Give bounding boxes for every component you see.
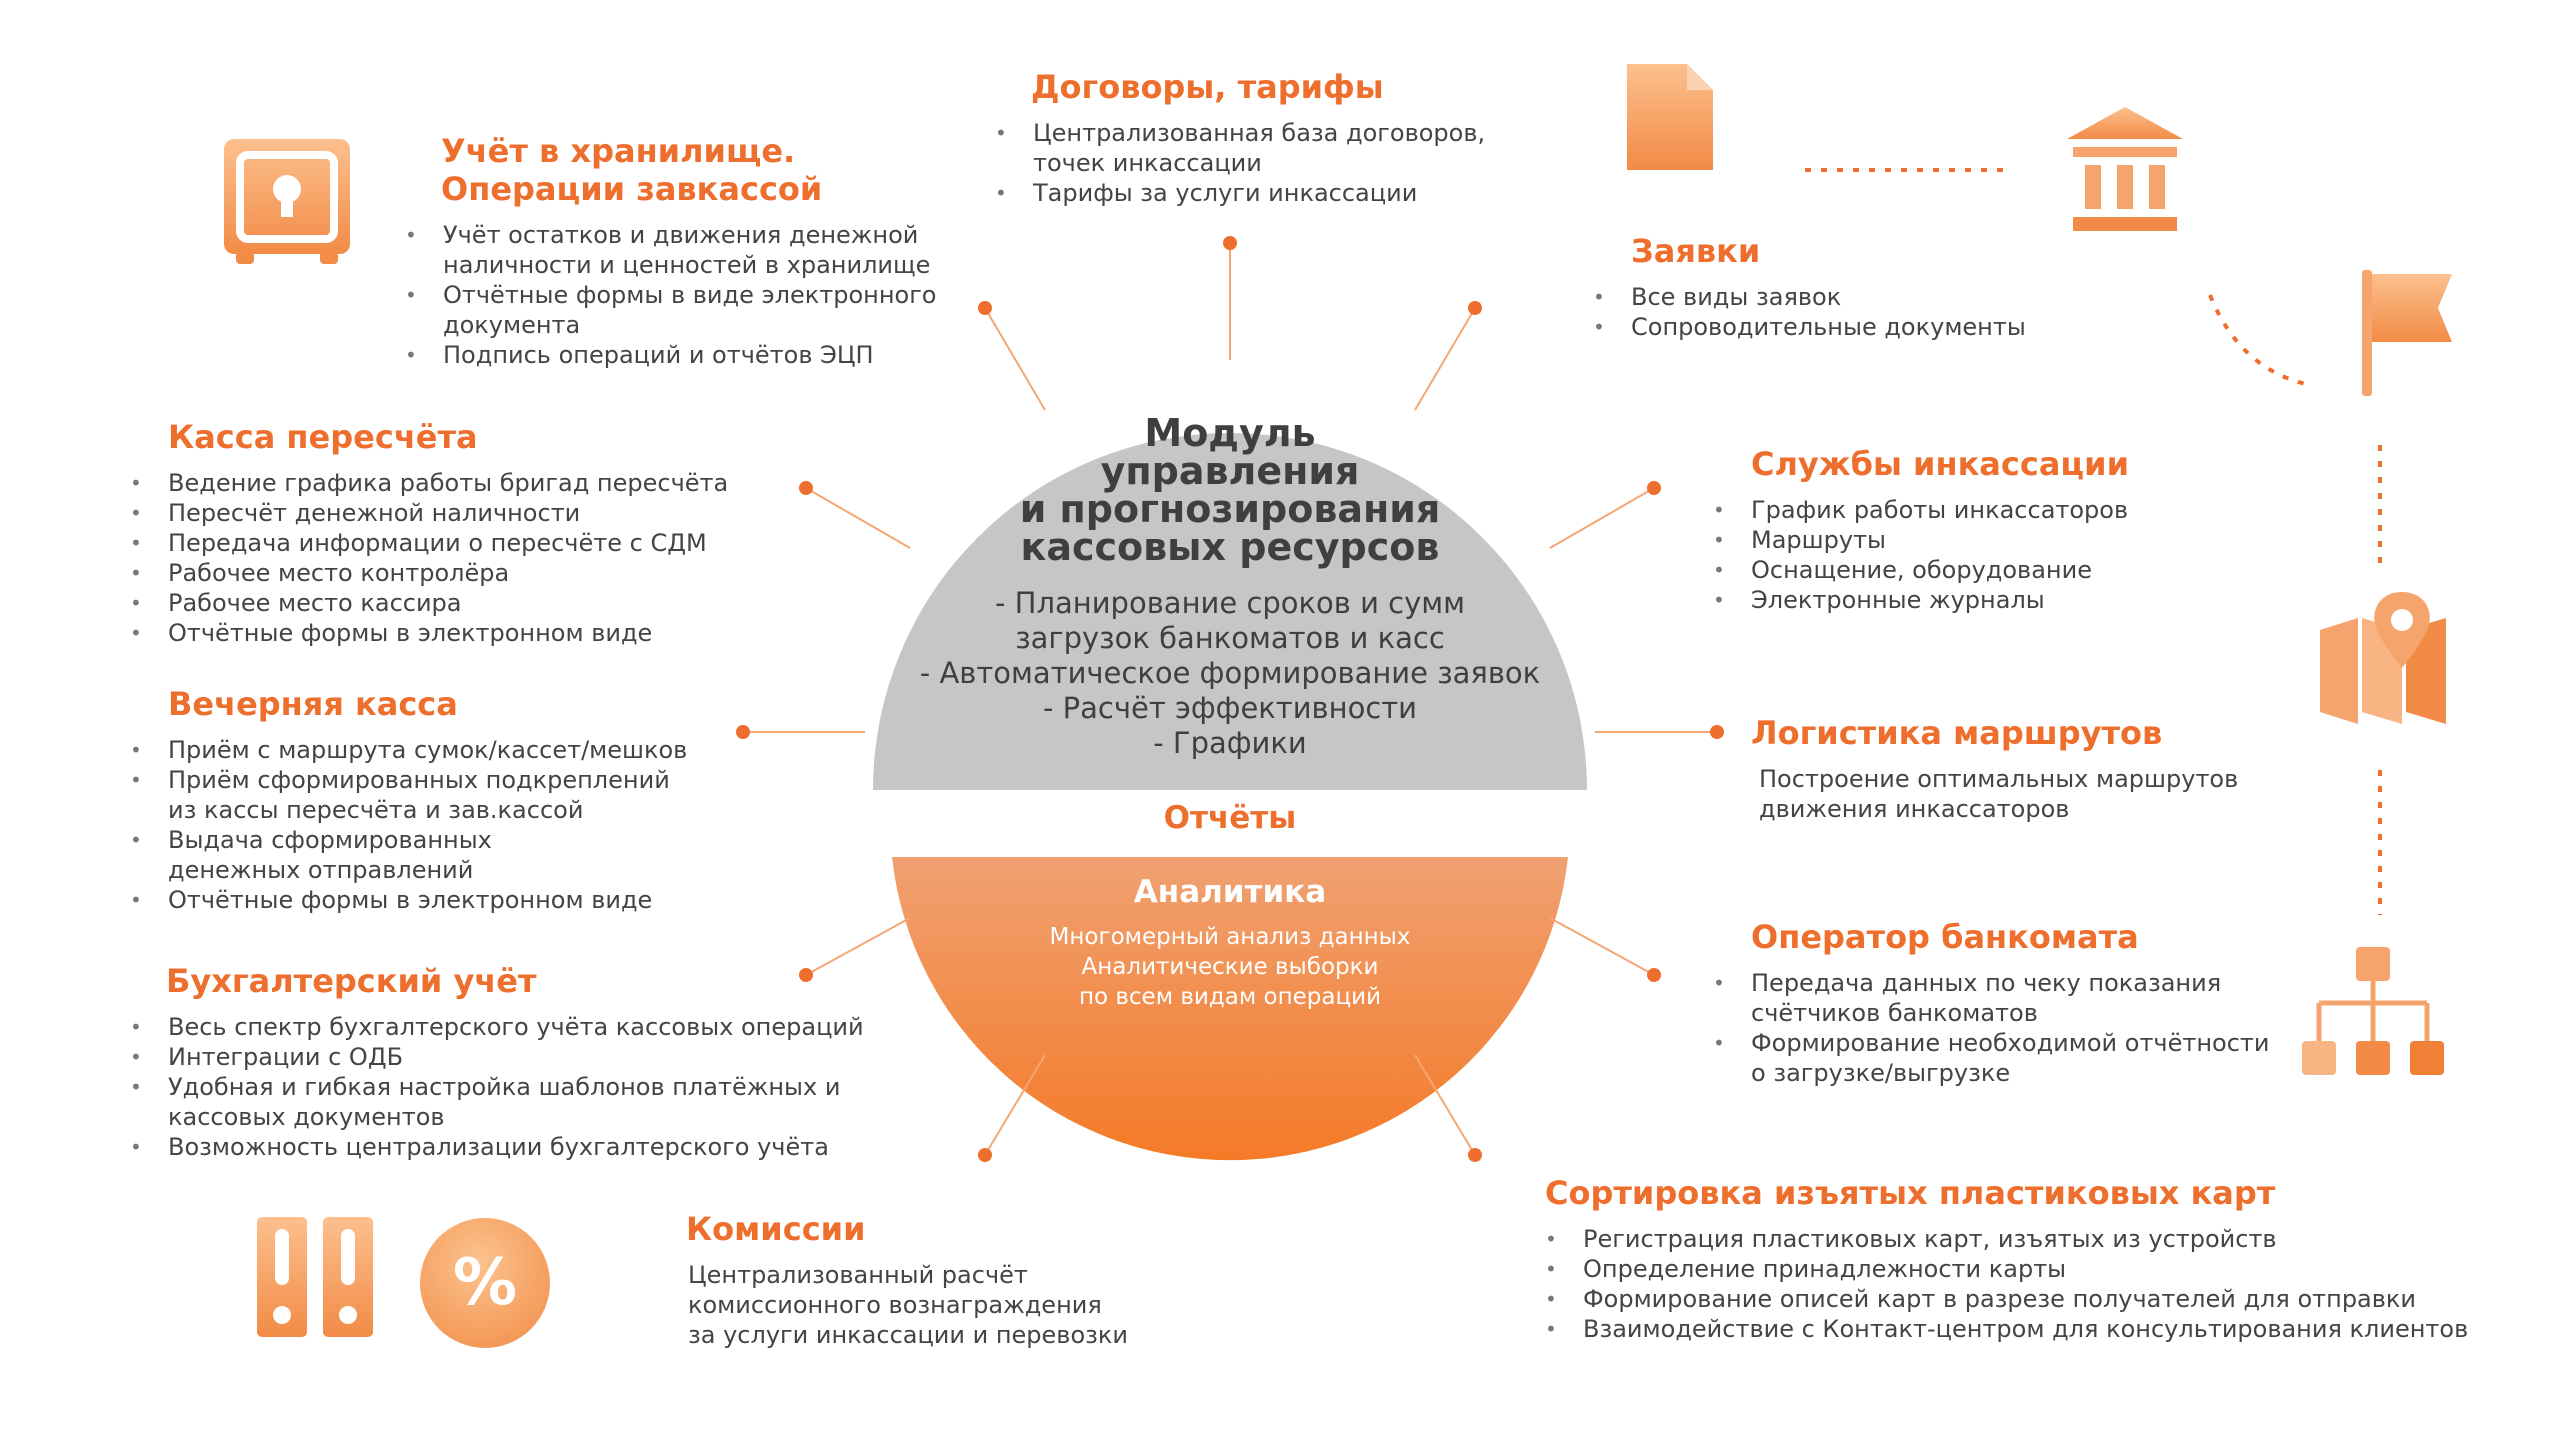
hierarchy-icon (2300, 945, 2445, 1080)
analytics-item: Многомерный анализ данных (1049, 924, 1411, 950)
center-title: Модуль управления и прогнозирования кассовых ресурсов (1019, 411, 1441, 569)
list-item: • Пересчёт денежной наличности (130, 498, 770, 528)
list-item: • Интеграции с ОДБ (130, 1042, 950, 1072)
block-title: Вечерняя касса (168, 685, 458, 723)
center-item: - Планирование сроков и сумм загрузок банкоматов и касс (994, 586, 1466, 655)
block-title: Службы инкассации (1751, 445, 2129, 483)
reports-label: Отчёты (1163, 800, 1297, 836)
block-commissions (686, 1210, 1246, 1350)
block-list (1593, 282, 2073, 342)
block-list (1713, 495, 2273, 615)
block-title: Комиссии (686, 1210, 866, 1248)
percent-icon (420, 1218, 550, 1348)
list-item: • Учёт остатков и движения денежной наличности и ценностей в хранилище (405, 220, 995, 280)
block-contracts (995, 68, 1555, 208)
center-item: - Автоматическое формирование заявок (919, 656, 1541, 690)
flag-icon (2360, 268, 2455, 398)
list-item: • Регистрация пластиковых карт, изъятых из устройств (1545, 1224, 2545, 1254)
list-item: • Сопроводительные документы (1593, 312, 2073, 342)
list-item: • Отчётные формы в виде электронного документа (405, 280, 995, 340)
center-items (880, 586, 1580, 761)
list-item: • Рабочее место контролёра (130, 558, 770, 588)
block-title: Сортировка изъятых пластиковых карт (1545, 1174, 2276, 1212)
list-item: • Отчётные формы в электронном виде (130, 618, 770, 648)
bank-icon (2065, 105, 2185, 235)
list-item: • Выдача сформированных денежных отправлений (130, 825, 770, 885)
analytics-title: Аналитика (1133, 874, 1327, 910)
block-evening (130, 685, 770, 915)
block-list (130, 735, 770, 915)
block-list (995, 118, 1555, 208)
block-atm (1713, 918, 2313, 1088)
list-item: • Определение принадлежности карты (1545, 1254, 2545, 1284)
list-item: • Взаимодействие с Контакт-центром для консультирования клиентов (1545, 1314, 2545, 1344)
block-title: Касса пересчёта (168, 418, 478, 456)
analytics-item: Аналитические выборки по всем видам операций (1078, 954, 1382, 1010)
list-item: • Отчётные формы в электронном виде (130, 885, 770, 915)
block-storage (405, 132, 995, 370)
list-item: • Удобная и гибкая настройка шаблонов платёжных и кассовых документов (130, 1072, 950, 1132)
list-item: • Рабочее место кассира (130, 588, 770, 618)
list-item: • Оснащение, оборудование (1713, 555, 2273, 585)
list-item: • Формирование необходимой отчётности о загрузке/выгрузке (1713, 1028, 2313, 1088)
list-item: • Ведение графика работы бригад пересчёта (130, 468, 770, 498)
list-item: • Весь спектр бухгалтерского учёта кассовых операций (130, 1012, 950, 1042)
block-logistics (1751, 714, 2311, 824)
list-item: • Формирование описей карт в разрезе получателей для отправки (1545, 1284, 2545, 1314)
map-pin-icon (2318, 590, 2448, 730)
block-recount (130, 418, 770, 648)
block-list (405, 220, 995, 370)
list-item: • Подпись операций и отчётов ЭЦП (405, 340, 995, 370)
list-item: • Возможность централизации бухгалтерского учёта (130, 1132, 950, 1162)
block-accounting (130, 962, 950, 1162)
list-item: • Маршруты (1713, 525, 2273, 555)
block-title: Заявки (1631, 232, 1761, 270)
block-title: Учёт в хранилище. Операции завкассой (441, 132, 823, 208)
block-cards (1545, 1174, 2545, 1344)
block-list (1545, 1224, 2545, 1344)
list-item: • Электронные журналы (1713, 585, 2273, 615)
safe-icon (222, 137, 352, 267)
list-item: • Все виды заявок (1593, 282, 2073, 312)
center-item: - Графики (1153, 726, 1307, 760)
binders-icon (255, 1215, 375, 1340)
list-item: • Передача данных по чеку показания счётчиков банкоматов (1713, 968, 2313, 1028)
analytics-items (980, 922, 1480, 1012)
document-icon (1625, 62, 1715, 172)
block-title: Бухгалтерский учёт (166, 962, 537, 1000)
list-item: • Приём с маршрута сумок/кассет/мешков (130, 735, 770, 765)
list-item: • Приём сформированных подкреплений из кассы пересчёта и зав.кассой (130, 765, 770, 825)
block-collection (1713, 445, 2273, 615)
block-title: Оператор банкомата (1751, 918, 2139, 956)
block-text: Централизованный расчёт комиссионного вознаграждения за услуги инкассации и перевозки (688, 1261, 1128, 1349)
list-item: • График работы инкассаторов (1713, 495, 2273, 525)
list-item: • Передача информации о пересчёте с СДМ (130, 528, 770, 558)
list-item: • Тарифы за услуги инкассации (995, 178, 1555, 208)
block-list (130, 468, 770, 648)
block-title: Договоры, тарифы (1031, 68, 1384, 106)
list-item: • Централизованная база договоров, точек инкассации (995, 118, 1555, 178)
percent-symbol: % (452, 1246, 518, 1320)
block-list (130, 1012, 950, 1162)
block-title: Логистика маршрутов (1751, 714, 2163, 752)
block-text: Построение оптимальных маршрутов движения инкассаторов (1759, 765, 2239, 823)
block-requests (1593, 232, 2073, 342)
block-list (1713, 968, 2313, 1088)
center-item: - Расчёт эффективности (1042, 691, 1418, 725)
